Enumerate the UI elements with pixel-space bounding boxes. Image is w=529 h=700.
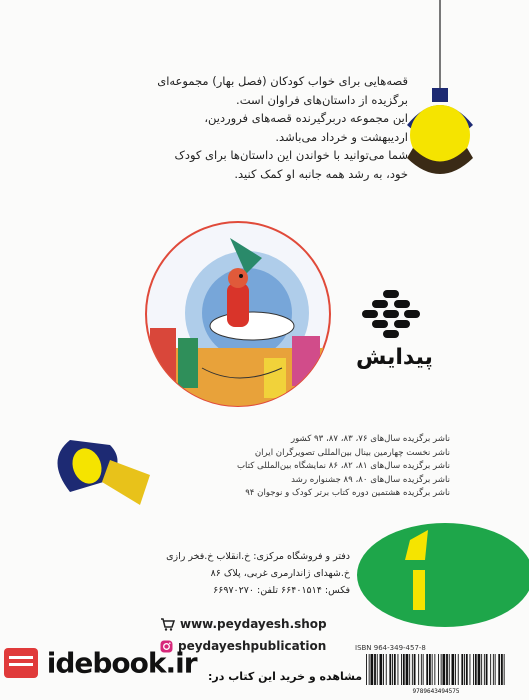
flashlight-illustration bbox=[40, 420, 170, 520]
watermark-buy-text: مشاهده و خرید این کتاب در: bbox=[208, 670, 363, 683]
watermark-logo bbox=[4, 645, 197, 680]
address-line: دفتر و فروشگاه مرکزی: خ.انقلاب خ.فخر رازی bbox=[166, 551, 350, 562]
publisher-logo-icon bbox=[360, 288, 422, 344]
shop-link-row[interactable] bbox=[160, 613, 327, 635]
intro-line: خود، به رشد همه جانبه او کمک کنید. bbox=[234, 166, 408, 181]
intro-paragraph bbox=[118, 72, 408, 183]
intro-line: شما می‌توانید با خواندن این داستان‌ها برای کودک bbox=[174, 148, 408, 162]
book-icon bbox=[4, 648, 38, 678]
award-item: ناشر برگزیده سال‌های ۸۱، ۸۲، ۸۶ نمایشگاه بین‌المللی کتاب bbox=[236, 461, 450, 472]
shop-link[interactable]: www.peydayesh.shop bbox=[180, 617, 327, 631]
barcode bbox=[362, 654, 510, 694]
address-line: فکس: ۶۶۴۰۱۵۱۴ تلفن: ۶۶۹۷۰۲۷۰ bbox=[213, 585, 350, 596]
green-lamp-illustration bbox=[350, 520, 529, 630]
barcode-digits: 9789643494575 bbox=[412, 688, 460, 694]
intro-line: اردیبهشت و خرداد می‌باشد. bbox=[275, 129, 408, 144]
award-item: ناشر برگزیده هشتمین دوره کتاب برتر کودک و نوجوان ۹۴ bbox=[245, 488, 450, 499]
publisher-logo-text: پیدایش bbox=[356, 345, 433, 370]
award-item: ناشر برگزیده سال‌های ۸۰، ۸۹ جشنواره رشد bbox=[291, 474, 450, 485]
intro-line: قصه‌هایی برای خواب کودکان (فصل بهار) مجموعه‌ای bbox=[157, 74, 408, 88]
watermark-site: idebook.ir bbox=[46, 646, 197, 680]
award-item: ناشر برگزیده سال‌های ۷۶، ۸۳، ۸۷، ۹۳ کشور bbox=[290, 434, 450, 444]
circular-illustration bbox=[142, 218, 334, 410]
intro-line: این مجموعه دربرگیرنده قصه‌های فروردین، bbox=[204, 111, 408, 125]
instagram-link[interactable]: peydayeshpublication bbox=[178, 639, 327, 653]
address-block bbox=[166, 548, 350, 599]
intro-line: برگزیده از داستان‌های فراوان است. bbox=[236, 92, 408, 107]
award-item: ناشر نخست چهارمین بینال بین‌المللی تصویرگران ایران bbox=[254, 447, 450, 458]
hanging-lamp-illustration bbox=[395, 0, 485, 190]
awards-list bbox=[150, 433, 450, 501]
address-line: خ.شهدای ژاندارمری غربی، پلاک ۸۶ bbox=[210, 568, 350, 579]
cart-icon bbox=[160, 618, 175, 631]
isbn-text: ISBN 964-349-457-8 bbox=[355, 644, 426, 652]
